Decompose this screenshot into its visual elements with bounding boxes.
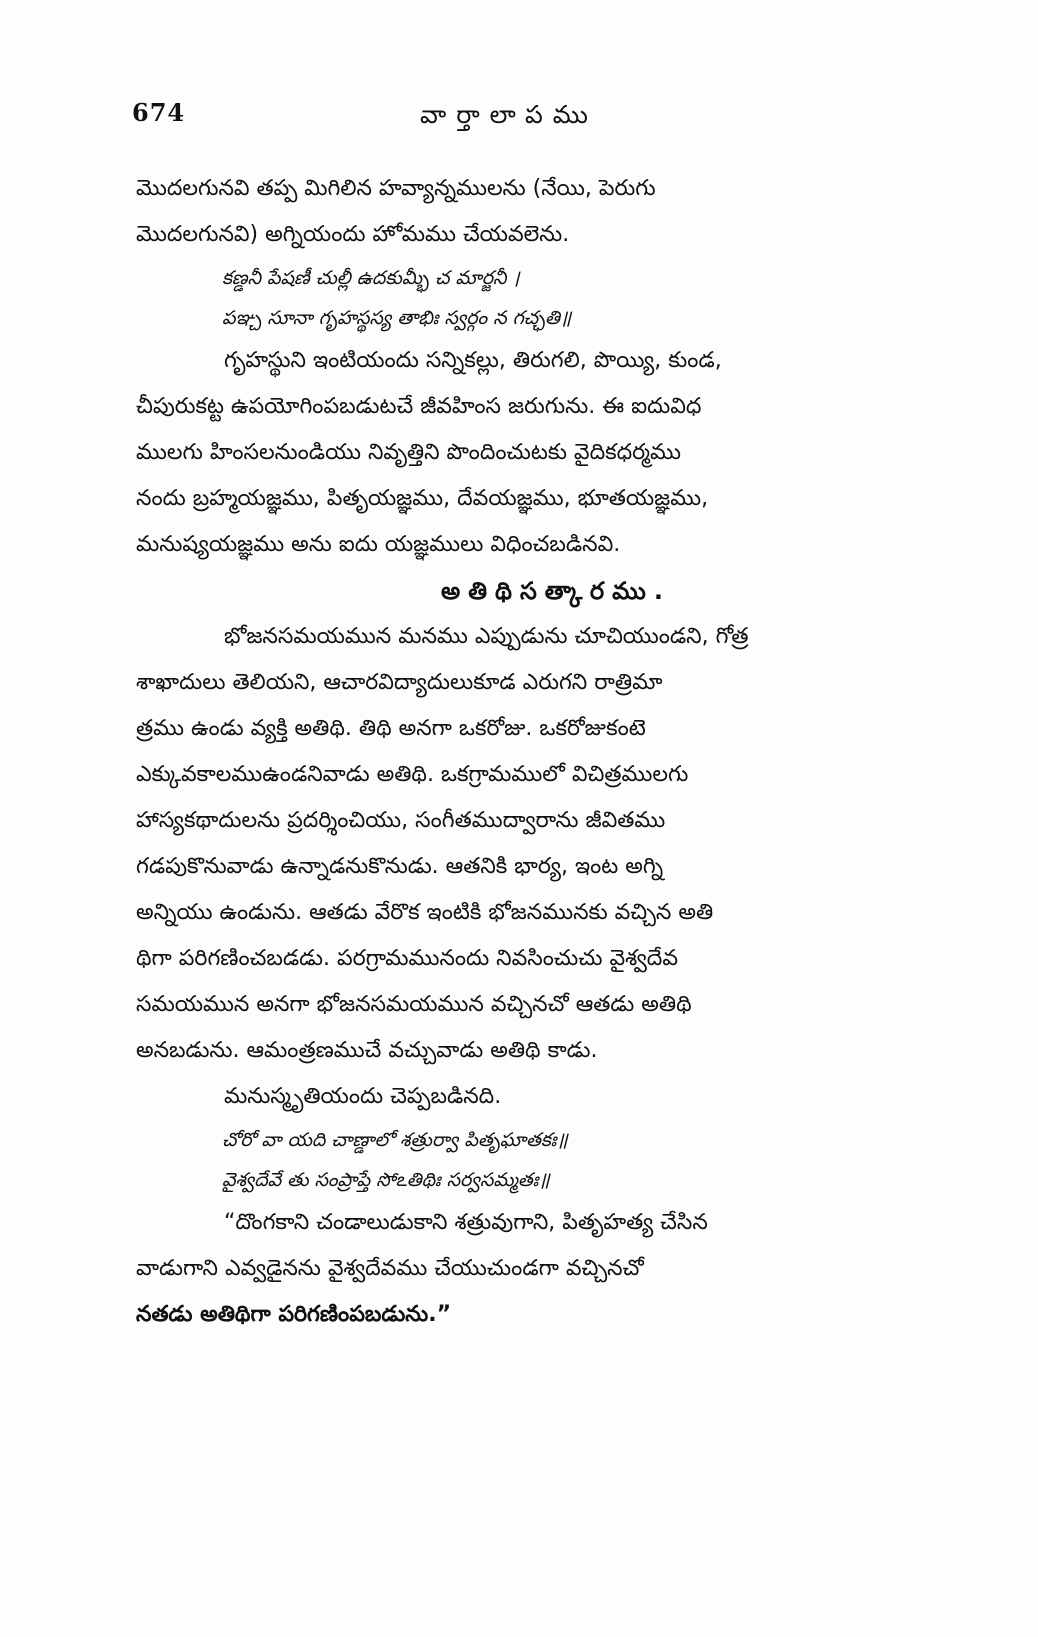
text-line: థిగా పరిగణించబడడు. పరగ్రామమునందు నివసించుచు వైశ్వదేవ	[136, 946, 678, 971]
text-line: ములగు హింసలనుండియు నివృత్తిని పొందించుటకు వైదికధర్మము	[136, 440, 681, 465]
text-line: మనుష్యయజ్ఞము అను ఐదు యజ్ఞములు విధించబడినవి.	[136, 532, 621, 557]
text-line: మొదలగునవి తప్ప మిగిలిన హవ్యాన్నములను (నేయి, పెరుగు	[136, 176, 656, 201]
paragraph-first-line: భోజనసమయమున మనము ఎప్పుడును చూచియుండని, గోత్ర	[224, 624, 749, 649]
text-line: శాఖాదులు తెలియని, ఆచారవిద్యాదులుకూడ ఎరుగని రాత్రిమా	[136, 670, 663, 695]
text-line: వాడుగాని ఎవ్వడైనను వైశ్వదేవము చేయుచుండగా వచ్చినచో	[136, 1256, 644, 1281]
sanskrit-verse-line: కణ్డనీ పేషణీ చుల్లీ ఉదకుమ్భీ చ మార్జనీ ।	[222, 267, 520, 289]
running-title: వార్తాలాపము	[420, 100, 598, 129]
paragraph-first-line: “దొంగకాని చండాలుడుకాని శత్రువుగాని, పితృహత్య చేసిన	[224, 1210, 708, 1235]
text-line: నందు బ్రహ్మయజ్ఞము, పితృయజ్ఞము, దేవయజ్ఞము, భూతయజ్ఞము,	[136, 486, 709, 511]
page-body	[136, 166, 936, 1338]
sanskrit-verse-line: చోరో వా యది చాణ్డాలో శత్రుర్వా పితృఘాతకః॥	[222, 1129, 568, 1151]
text-line: చీపురుకట్ట ఉపయోగింపబడుటచే జీవహింస జరుగును. ఈ ఐదువిధ	[136, 394, 702, 419]
text-line: త్రము ఉండు వ్యక్తి అతిథి. తిథి అనగా ఒకరోజు. ఒకరోజుకంటె	[136, 716, 646, 741]
text-line: హాస్యకథాదులను ప్రదర్శించియు, సంగీతముద్వారాను జీవితము	[136, 808, 666, 833]
text-line: సమయమున అనగా భోజనసమయమున వచ్చినచో ఆతడు అతిథి	[136, 992, 692, 1017]
text-line: గడపుకొనువాడు ఉన్నాడనుకొనుడు. ఆతనికి భార్య, ఇంట అగ్ని	[136, 854, 664, 879]
text-line: అన్నియు ఉండును. ఆతడు వేరొక ఇంటికి భోజనమునకు వచ్చిన అతి	[136, 900, 714, 925]
text-line: ఎక్కువకాలముఉండనివాడు అతిథి. ఒకగ్రామములో విచిత్రములగు	[136, 762, 689, 787]
text-line: అనబడును. ఆమంత్రణముచే వచ్చువాడు అతిథి కాడు.	[136, 1038, 598, 1063]
paragraph-first-line: గృహస్థుని ఇంటియందు సన్నికల్లు, తిరుగలి, పొయ్యి, కుండ,	[224, 348, 722, 373]
text-line: మొదలగునవి) అగ్నియందు హోమము చేయవలెను.	[136, 222, 570, 247]
sanskrit-verse-line: వైశ్వదేవే తు సంప్రాప్తే సోఽతిథిః సర్వసమ్మతః॥	[222, 1169, 550, 1191]
paragraph-first-line: మనుస్మృతియందు చెప్పబడినది.	[224, 1084, 502, 1109]
page-number: 674	[132, 98, 186, 127]
sanskrit-verse-line: పఞ్చ సూనా గృహస్థస్య తాభిః స్వర్గం న గచ్ఛతి॥	[222, 307, 572, 329]
text-line: నతడు అతిథిగా పరిగణింపబడును.”	[136, 1302, 452, 1327]
section-heading: అతిథిసత్కారము.	[441, 577, 671, 605]
